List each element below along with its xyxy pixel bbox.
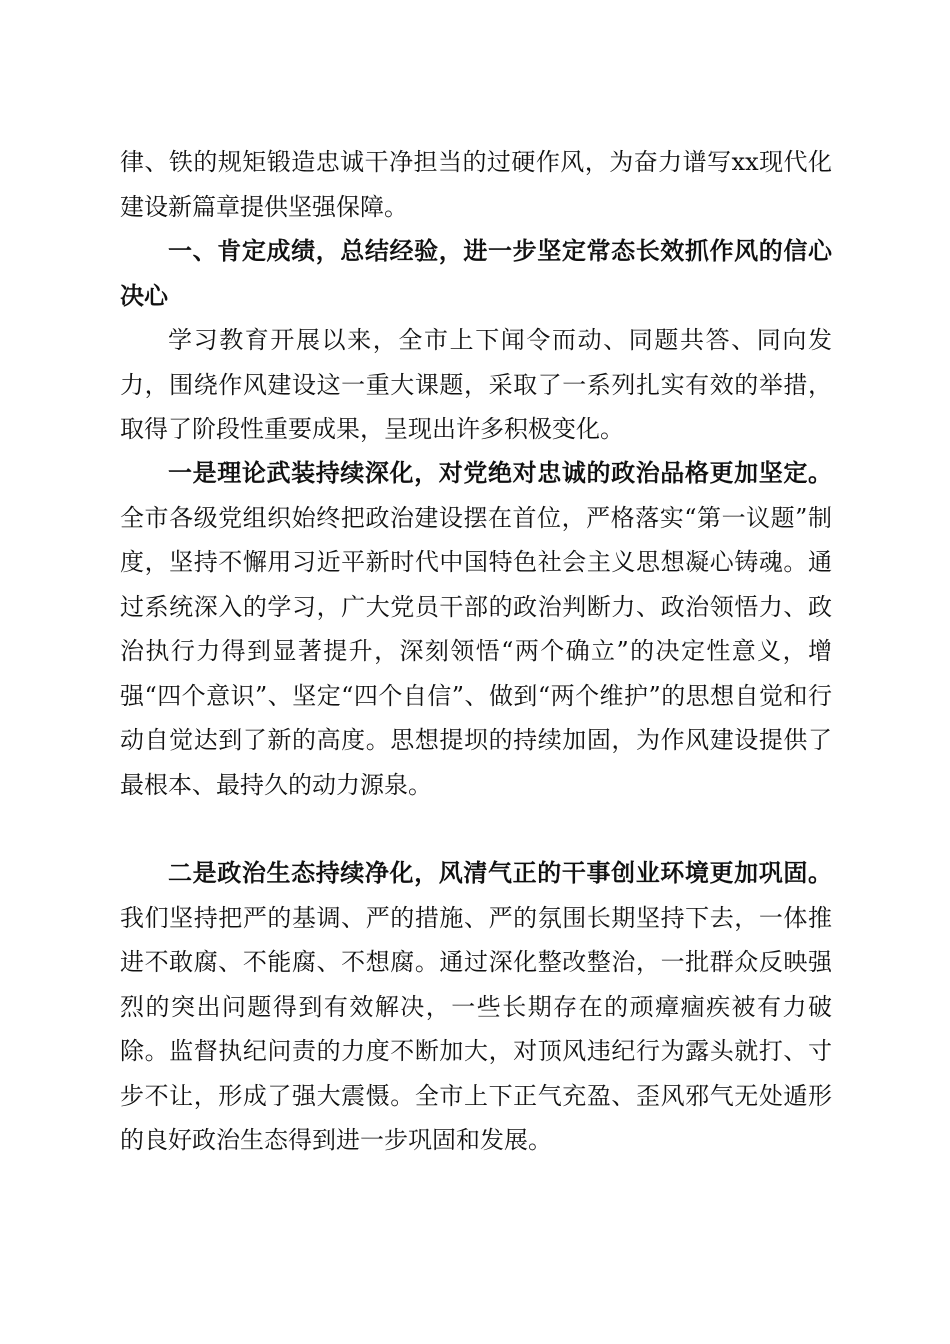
paragraph-continuation: 律、铁的规矩锻造忠诚干净担当的过硬作风，为奋力谱写xx现代化建设新篇章提供坚强保障。 bbox=[120, 148, 832, 221]
document-page bbox=[120, 0, 832, 1344]
paragraph-point-2 bbox=[120, 851, 832, 1163]
point-2-body: 我们坚持把严的基调、严的措施、严的氛围长期坚持下去，一体推进不敢腐、不能腐、不想腐。通过深化整改整治，一批群众反映强烈的突出问题得到有效解决，一些长期存在的顽瘴痼疾被有力破除。监督执纪问责的力度不断加大，对顶风违纪行为露头就打、寸步不让，形成了强大震慑。全市上下正气充盈、歪风邪气无处遁形的良好政治生态得到进一步巩固和发展。 bbox=[120, 903, 832, 1154]
point-2-lead: 二是政治生态持续净化，风清气正的干事创业环境更加巩固。 bbox=[168, 858, 832, 887]
section-heading: 一、肯定成绩，总结经验，进一步坚定常态长效抓作风的信心决心 bbox=[120, 237, 832, 310]
paragraph-point-1 bbox=[120, 451, 832, 807]
point-1-body: 全市各级党组织始终把政治建设摆在首位，严格落实“第一议题”制度，坚持不懈用习近平新时代中国特色社会主义思想凝心铸魂。通过系统深入的学习，广大党员干部的政治判断力、政治领悟力、政治执行力得到显著提升，深刻领悟“两个确立”的决定性意义，增强“四个意识”、坚定“四个自信”、做到“两个维护”的思想自觉和行动自觉达到了新的高度。思想提坝的持续加固，为作风建设提供了最根本、最持久的动力源泉。 bbox=[120, 503, 832, 799]
point-1-lead: 一是理论武装持续深化，对党绝对忠诚的政治品格更加坚定。 bbox=[168, 458, 832, 487]
paragraph-intro: 学习教育开展以来，全市上下闻令而动、同题共答、同向发力，围绕作风建设这一重大课题，采取了一系列扎实有效的举措，取得了阶段性重要成果，呈现出许多积极变化。 bbox=[120, 326, 832, 443]
